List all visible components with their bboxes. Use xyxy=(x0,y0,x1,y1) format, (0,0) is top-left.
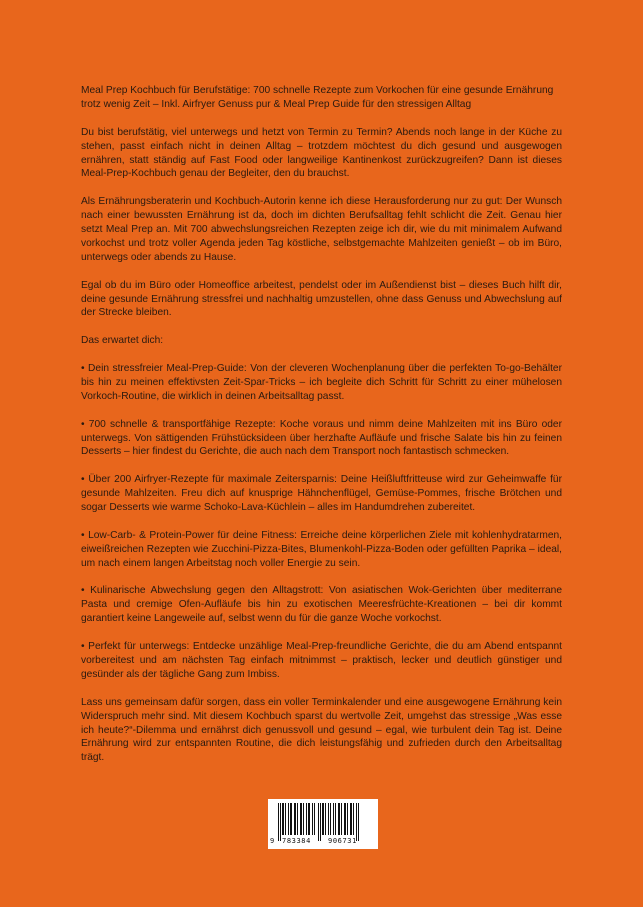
feature-bullet-lowcarb: • Low-Carb- & Protein-Power für deine Fitness: Erreiche deine körperlichen Ziele mit kohlenhydratarmen, eiweißreichen Rezepten wie Zucchini-Pizza-Bites, Blumenkohl-Pizza-Boden oder gefüllten Paprika – ideal, um nach einem langen Arbeitstag noch voller Energie zu sein. xyxy=(81,529,562,569)
barcode-bar xyxy=(290,803,292,835)
barcode-bar xyxy=(294,803,296,835)
barcode-bar xyxy=(280,803,281,841)
barcode-bar xyxy=(333,803,334,835)
barcode-bar xyxy=(353,803,354,835)
barcode-bar xyxy=(312,803,313,835)
intro-paragraph: Du bist berufstätig, viel unterwegs und hetzt von Termin zu Termin? Abends noch lange in der Küche zu stehen, passt einfach nicht in deinen Alltag – trotzdem möchtest du dich gesund und ausgewogen ernähren, statt ständig auf Fast Food oder langweilige Kantinenkost zurückzugreifen? Dann ist dieses Meal-Prep-Kochbuch genau der Begleiter, den du brauchst. xyxy=(81,126,562,180)
barcode-bar xyxy=(297,803,298,835)
barcode-bar xyxy=(330,803,331,835)
barcode-bar xyxy=(341,803,342,835)
feature-bullet-recipes: • 700 schnelle & transportfähige Rezepte: Koche voraus und nimm deine Mahlzeiten mit ins Büro oder unterwegs. Von sättigenden Frühstücksideen über herzhafte Aufläufe und frische Salate bis hin zu feinen Desserts – hier findest du Gerichte, die auch nach dem Transport noch fantastisch schmecken. xyxy=(81,418,562,458)
barcode-bar xyxy=(356,803,357,841)
barcode-bar xyxy=(318,803,319,841)
blurb-text xyxy=(81,84,562,779)
barcode-bar xyxy=(358,803,359,841)
book-title-line: Meal Prep Kochbuch für Berufstätige: 700 schnelle Rezepte zum Vorkochen für eine gesunde Ernährung trotz wenig Zeit – Inkl. Airfryer Genuss pur & Meal Prep Guide für den stressigen Alltag xyxy=(81,85,554,110)
isbn-barcode xyxy=(268,799,378,849)
barcode-bar xyxy=(278,803,279,841)
feature-bullet-variety: • Kulinarische Abwechslung gegen den Alltagstrott: Von asiatischen Wok-Gerichten über mediterrane Pasta und cremige Ofen-Aufläufe bis hin zu exotischen Meeresfrüchte-Kreationen – bei dir kommt garantiert keine Langeweile auf, selbst wenn du für die ganze Woche vorkochst. xyxy=(81,585,562,625)
barcode-bar xyxy=(335,803,336,835)
barcode-bar xyxy=(320,803,321,841)
closing-paragraph: Lass uns gemeinsam dafür sorgen, dass ein voller Terminkalender und eine ausgewogene Ernährung kein Widerspruch mehr sind. Mit diesem Kochbuch sparst du wertvolle Zeit, umgehst das stressige „Was esse ich heute?“-Dilemma und ernährst dich genussvoll und gesund – egal, wie turbulent dein Tag ist. Deine Ernährung wird zur entspannten Routine, die dich leistungsfähig und zufrieden durch den Arbeitsalltag trägt. xyxy=(81,696,562,764)
barcode-bar xyxy=(306,803,307,835)
barcode-bar xyxy=(303,803,304,835)
barcode-bar xyxy=(322,803,324,835)
features-heading: Das erwartet dich: xyxy=(81,335,164,347)
barcode-bar xyxy=(325,803,326,835)
barcode-first-digit: 9 xyxy=(270,837,275,845)
barcode-bar xyxy=(308,803,310,835)
barcode-bar xyxy=(300,803,302,835)
barcode-bar xyxy=(282,803,284,835)
barcode-bar xyxy=(314,803,315,835)
barcode-right-digits: 906731 xyxy=(328,837,357,845)
feature-bullet-airfryer: • Über 200 Airfryer-Rezepte für maximale Zeitersparnis: Deine Heißluftfritteuse wird zur Geheimwaffe für gesunde Mahlzeiten. Freu dich auf knusprige Hähnchenflügel, Gemüse-Pommes, frische Brötchen und sogar Desserts wie warme Schoko-Lava-Küchlein – alles im Handumdrehen zubereitet. xyxy=(81,474,562,514)
barcode-bar xyxy=(350,803,352,835)
barcode-bar xyxy=(328,803,329,835)
feature-bullet-guide: • Dein stressfreier Meal-Prep-Guide: Von der cleveren Wochenplanung über die perfekten To-go-Behälter bis hin zu meinen effektivsten Zeit-Spar-Tricks – ich begleite dich Schritt für Schritt zu einer mühelosen Vorkoch-Routine, die wirklich in deinen Arbeitsalltag passt. xyxy=(81,363,562,402)
barcode-bar xyxy=(285,803,286,835)
barcode-bar xyxy=(288,803,289,835)
barcode-bar xyxy=(344,803,346,835)
author-paragraph: Als Ernährungsberaterin und Kochbuch-Autorin kenne ich diese Herausforderung nur zu gut: Der Wunsch nach einer bewussten Ernährung ist da, doch im dichten Berufsalltag fehlt schlicht die Zeit. Genau hier setzt Meal Prep an. Mit 700 abwechslungsreichen Rezepten zeige ich dir, wie du mit minimalem Aufwand vorkochst und trotz voller Agenda jeden Tag köstliche, selbstgemachte Mahlzeiten genießt – ob im Büro, unterwegs oder abends zu Hause. xyxy=(81,196,562,263)
barcode-bar xyxy=(338,803,340,835)
barcode-left-digits: 783384 xyxy=(282,837,311,845)
feature-bullet-togo: • Perfekt für unterwegs: Entdecke unzählige Meal-Prep-freundliche Gerichte, die du am Abend entspannt vorbereitest und am nächsten Tag einfach mitnimmst – praktisch, lecker und deutlich günstiger und gesünder als der tägliche Gang zum Imbiss. xyxy=(81,641,562,680)
barcode-bar xyxy=(347,803,348,835)
audience-paragraph: Egal ob du im Büro oder Homeoffice arbeitest, pendelst oder im Außendienst bist – dieses Buch hilft dir, deine gesunde Ernährung stressfrei und nachhaltig umzustellen, ohne dass Genuss und Abwechslung auf der Strecke bleiben. xyxy=(81,279,562,319)
